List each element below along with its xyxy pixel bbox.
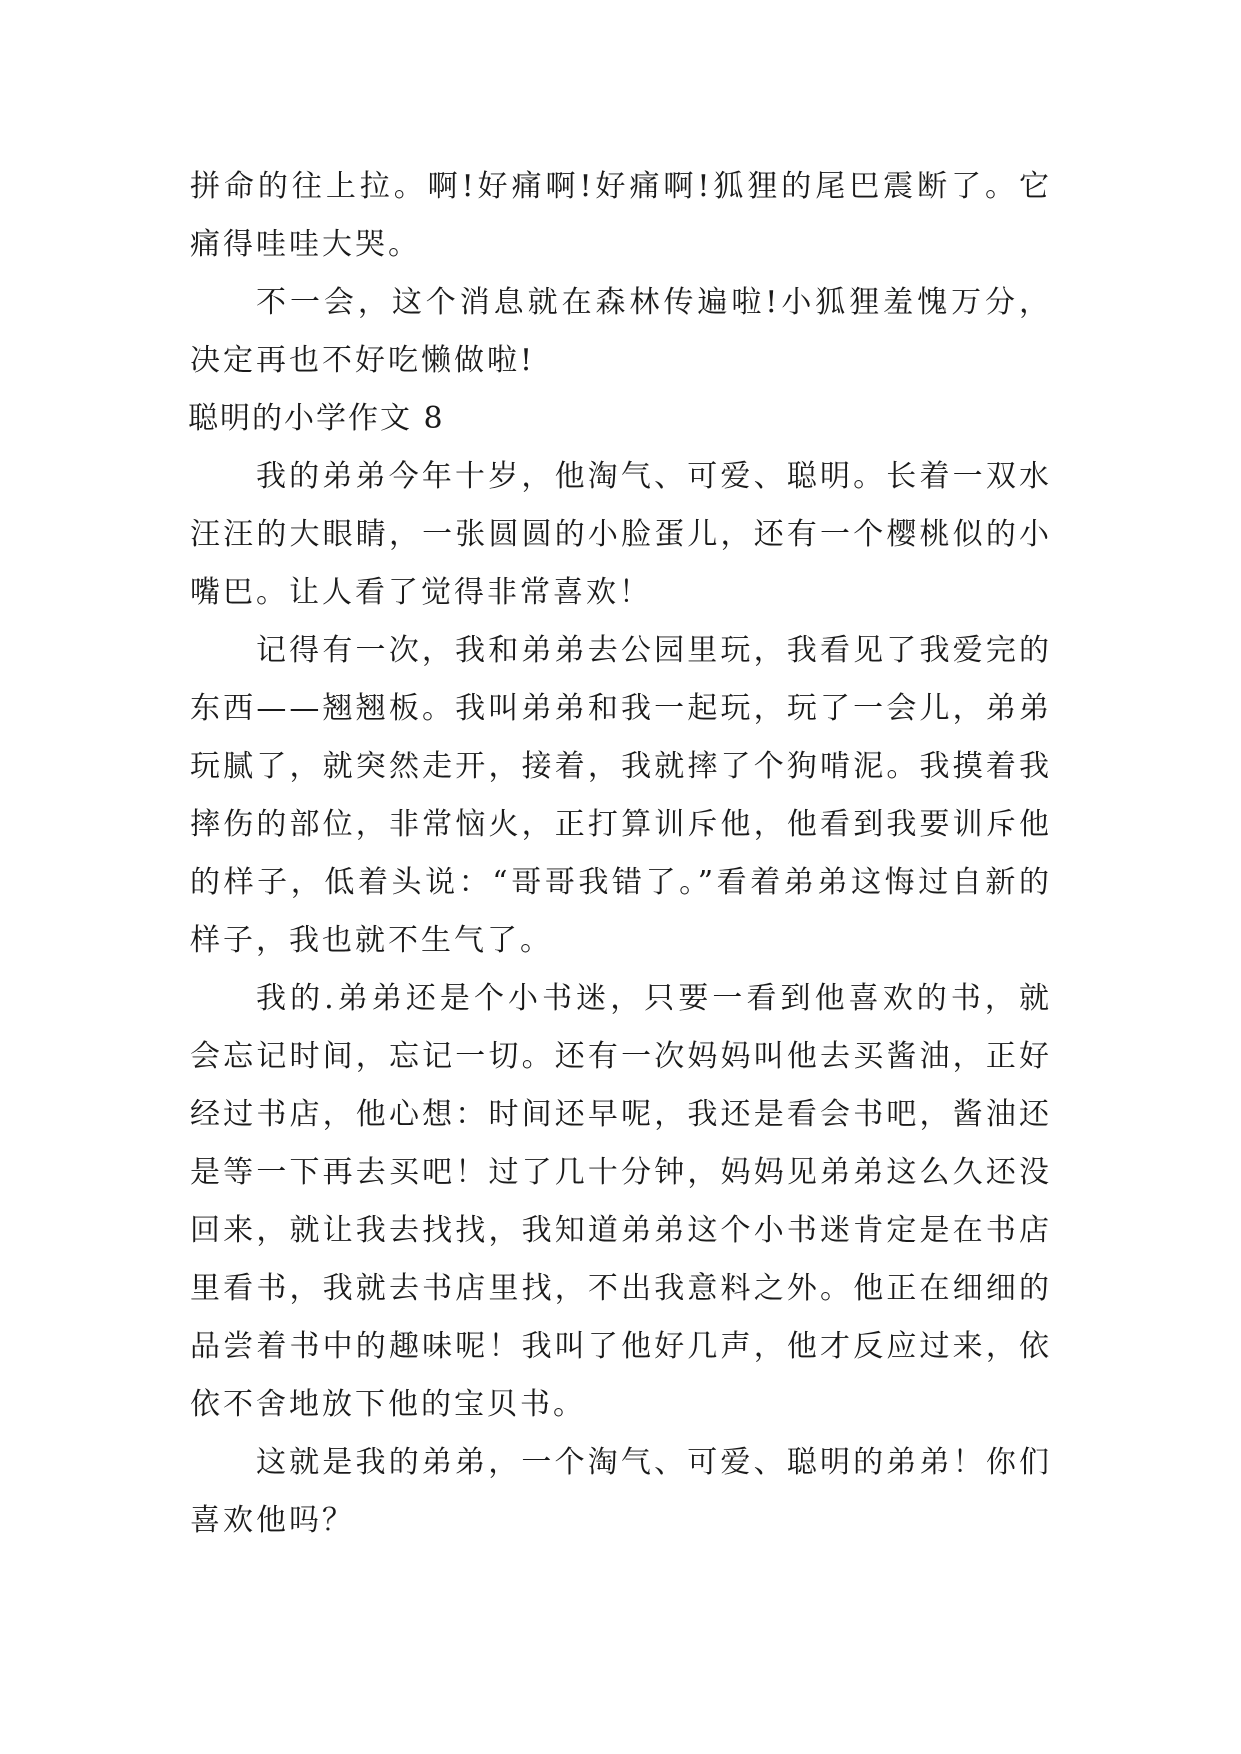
paragraph-continuation: 拼命的往上拉。啊!好痛啊!好痛啊!狐狸的尾巴震断了。它痛得哇哇大哭。 xyxy=(190,169,1052,262)
paragraph-bookworm-story: 我的.弟弟还是个小书迷，只要一看到他喜欢的书，就会忘记时间，忘记一切。还有一次妈妈叫他去买酱油，正好经过书店，他心想：时间还早呢，我还是看会书吧，酱油还是等一下再去买吧！过了几十分钟，妈妈见弟弟这么久还没回来，就让我去找找，我知道弟弟这个小书迷肯定是在书店里看书，我就去书店里找，不出我意料之外。他正在细细的品尝着书中的趣味呢！我叫了他好几声，他才反应过来，依依不舍地放下他的宝贝书。 xyxy=(190,981,1052,1422)
paragraph-seesaw-story: 记得有一次，我和弟弟去公园里玩，我看见了我爱完的东西——翘翘板。我叫弟弟和我一起玩，玩了一会儿，弟弟玩腻了，就突然走开，接着，我就摔了个狗啃泥。我摸着我摔伤的部位，非常恼火，正打算训斥他，他看到我要训斥他的样子，低着头说：“哥哥我错了。”看着弟弟这悔过自新的样子，我也就不生气了。 xyxy=(190,633,1052,958)
paragraph-fox-ending: 不一会，这个消息就在森林传遍啦!小狐狸羞愧万分，决定再也不好吃懒做啦! xyxy=(190,285,1052,378)
paragraph-intro-brother: 我的弟弟今年十岁，他淘气、可爱、聪明。长着一双水汪汪的大眼睛，一张圆圆的小脸蛋儿，还有一个樱桃似的小嘴巴。让人看了觉得非常喜欢！ xyxy=(190,459,1052,610)
document-body xyxy=(190,158,1052,1550)
section-title: 聪明的小学作文 8 xyxy=(188,401,445,436)
paragraph-conclusion: 这就是我的弟弟，一个淘气、可爱、聪明的弟弟！你们喜欢他吗？ xyxy=(190,1445,1052,1538)
